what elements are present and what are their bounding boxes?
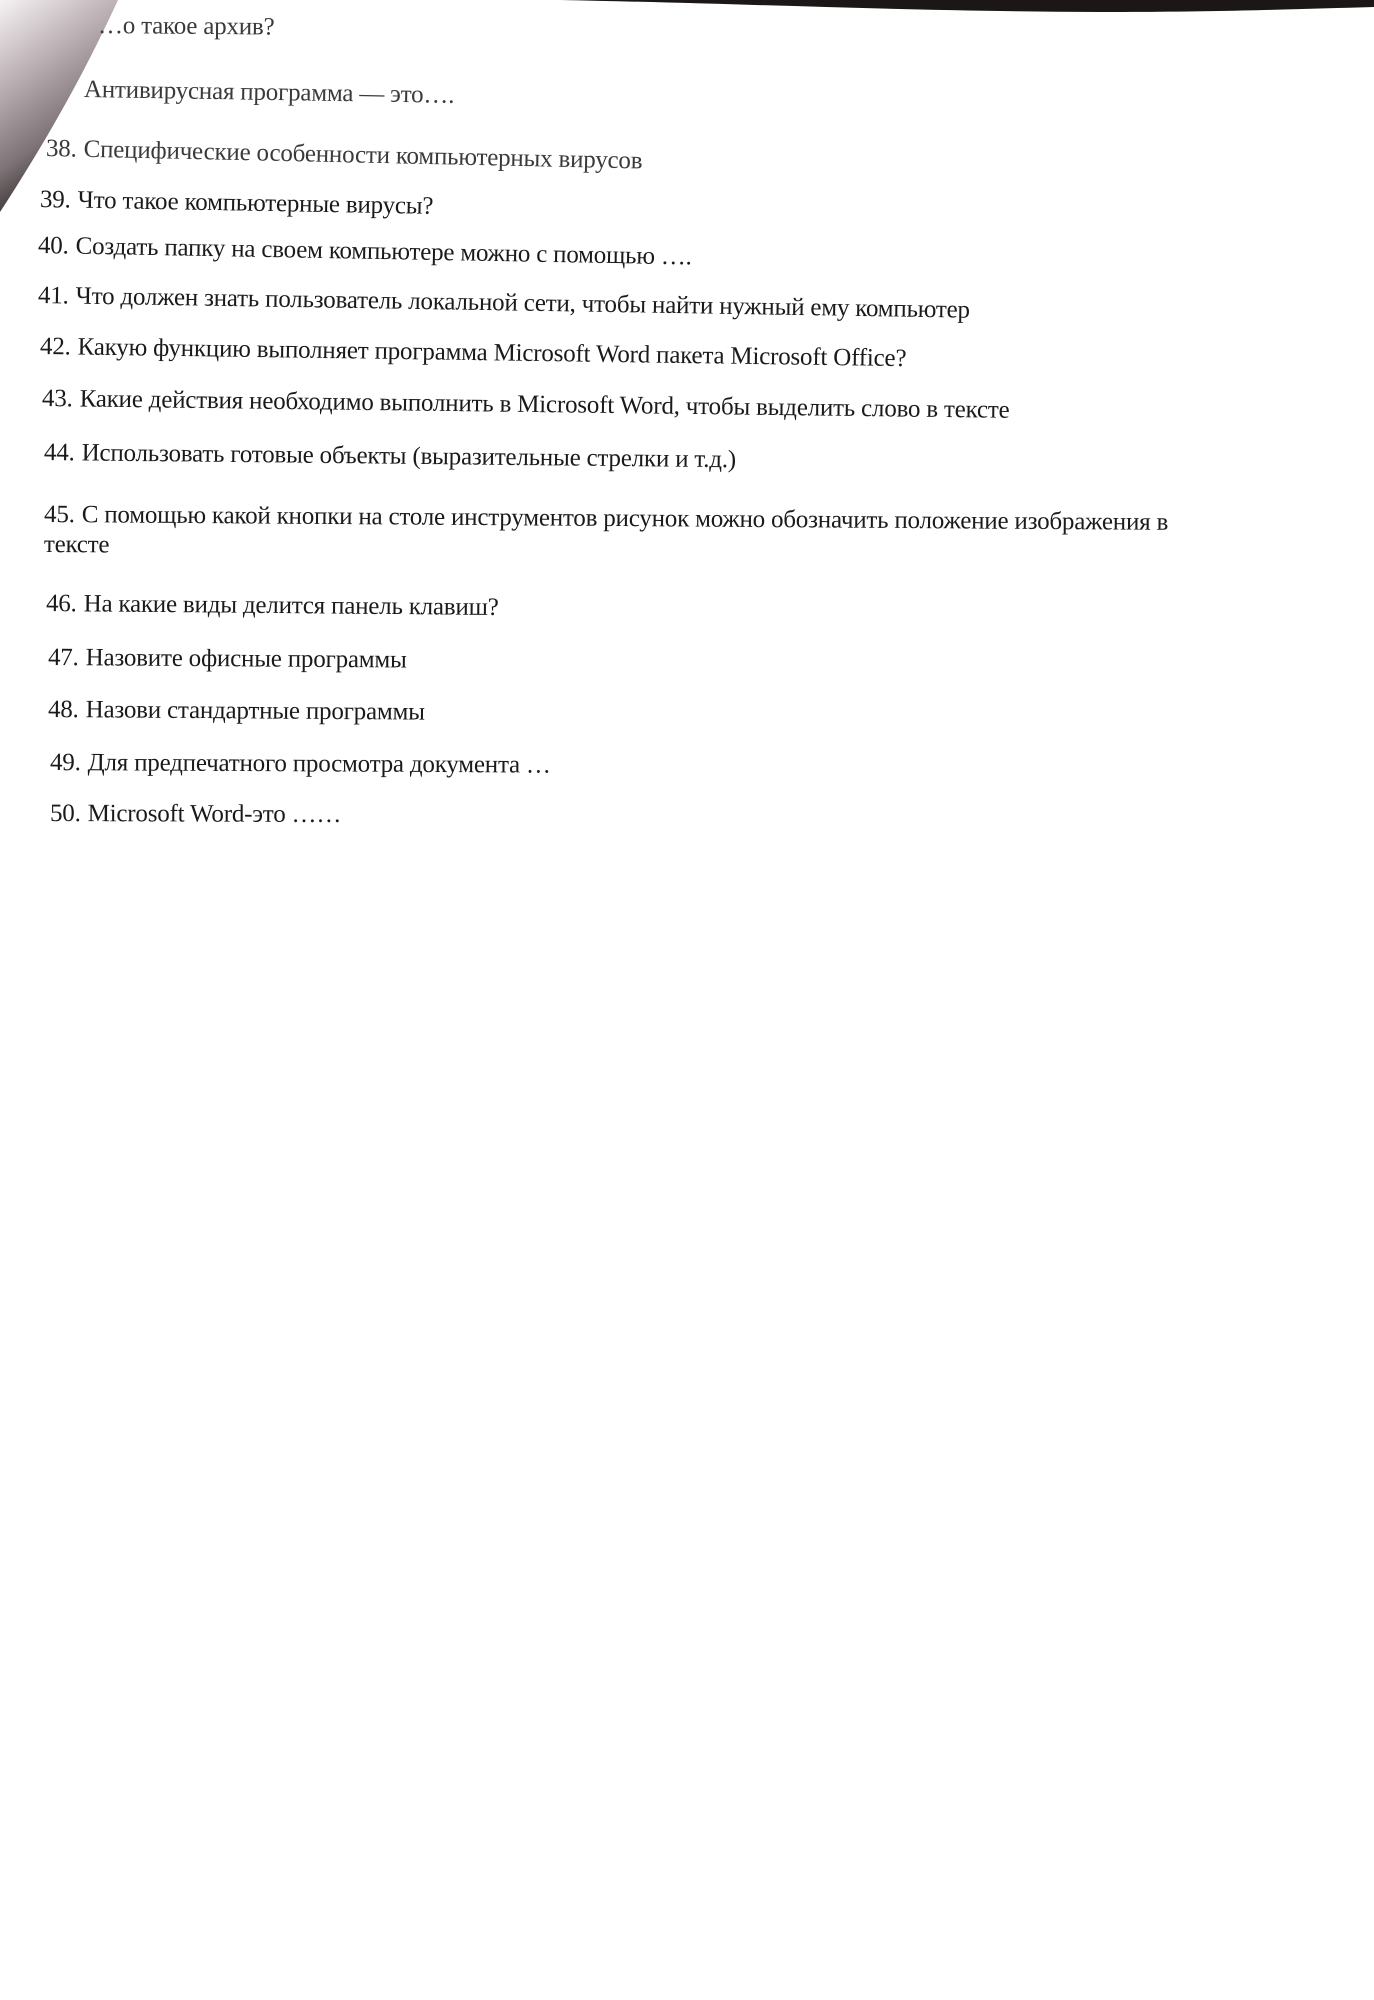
- question-item: [38, 232, 692, 271]
- question-text: С помощью какой кнопки на столе инструментов рисунок можно обозначить положение изображения в тексте: [43, 501, 1169, 559]
- question-text: Для предпечатного просмотра документа …: [87, 749, 551, 779]
- question-number: 41.: [37, 282, 69, 310]
- question-text: Что такое компьютерные вирусы?: [77, 186, 434, 220]
- question-number: 48.: [47, 696, 79, 724]
- question-item: [46, 135, 643, 175]
- question-text: Назовите офисные программы: [85, 644, 407, 674]
- question-item: [40, 186, 434, 221]
- question-item: [98, 12, 275, 42]
- question-text: Создать папку на своем компьютере можно с помощью ….: [75, 232, 692, 271]
- question-number: 50.: [49, 800, 81, 828]
- question-item: [40, 333, 907, 373]
- question-number: 40.: [37, 232, 69, 260]
- question-number: 46.: [45, 590, 77, 618]
- question-number: 39.: [39, 186, 71, 214]
- question-text: Какую функцию выполняет программа Microsoft Word пакета Microsoft Office?: [77, 333, 907, 373]
- question-item: [50, 800, 341, 829]
- question-number: 42.: [39, 333, 71, 361]
- question-item: [38, 282, 970, 325]
- question-number: 49.: [49, 749, 81, 777]
- question-item: [44, 500, 1204, 568]
- question-list: [0, 0, 1374, 900]
- question-item: [42, 385, 1010, 425]
- question-text: На какие виды делится панель клавиш?: [83, 590, 499, 621]
- question-text: Какие действия необходимо выполнить в Microsoft Word, чтобы выделить слово в тексте: [79, 385, 1010, 424]
- question-item: [44, 439, 736, 474]
- question-item: [48, 644, 407, 675]
- question-number: 43.: [41, 385, 73, 413]
- question-text: Специфические особенности компьютерных вирусов: [83, 135, 643, 175]
- question-number: 45.: [44, 501, 75, 529]
- question-item: [50, 749, 551, 780]
- question-text: Microsoft Word-это ……: [87, 800, 342, 829]
- question-item: [48, 696, 425, 727]
- question-text: Что должен знать пользователь локальной сети, чтобы найти нужный ему компьютер: [75, 282, 971, 324]
- question-text: Антивирусная программа — это….: [83, 76, 455, 109]
- question-number: 47.: [47, 644, 79, 672]
- question-item: [46, 590, 499, 622]
- question-text: Назови стандартные программы: [85, 696, 425, 726]
- question-number: 44.: [43, 439, 75, 467]
- question-number: 38.: [45, 135, 77, 163]
- question-text: Использовать готовые объекты (выразительные стрелки и т.д.): [81, 439, 737, 474]
- question-item: [84, 76, 455, 110]
- question-text: …о такое архив?: [97, 12, 275, 41]
